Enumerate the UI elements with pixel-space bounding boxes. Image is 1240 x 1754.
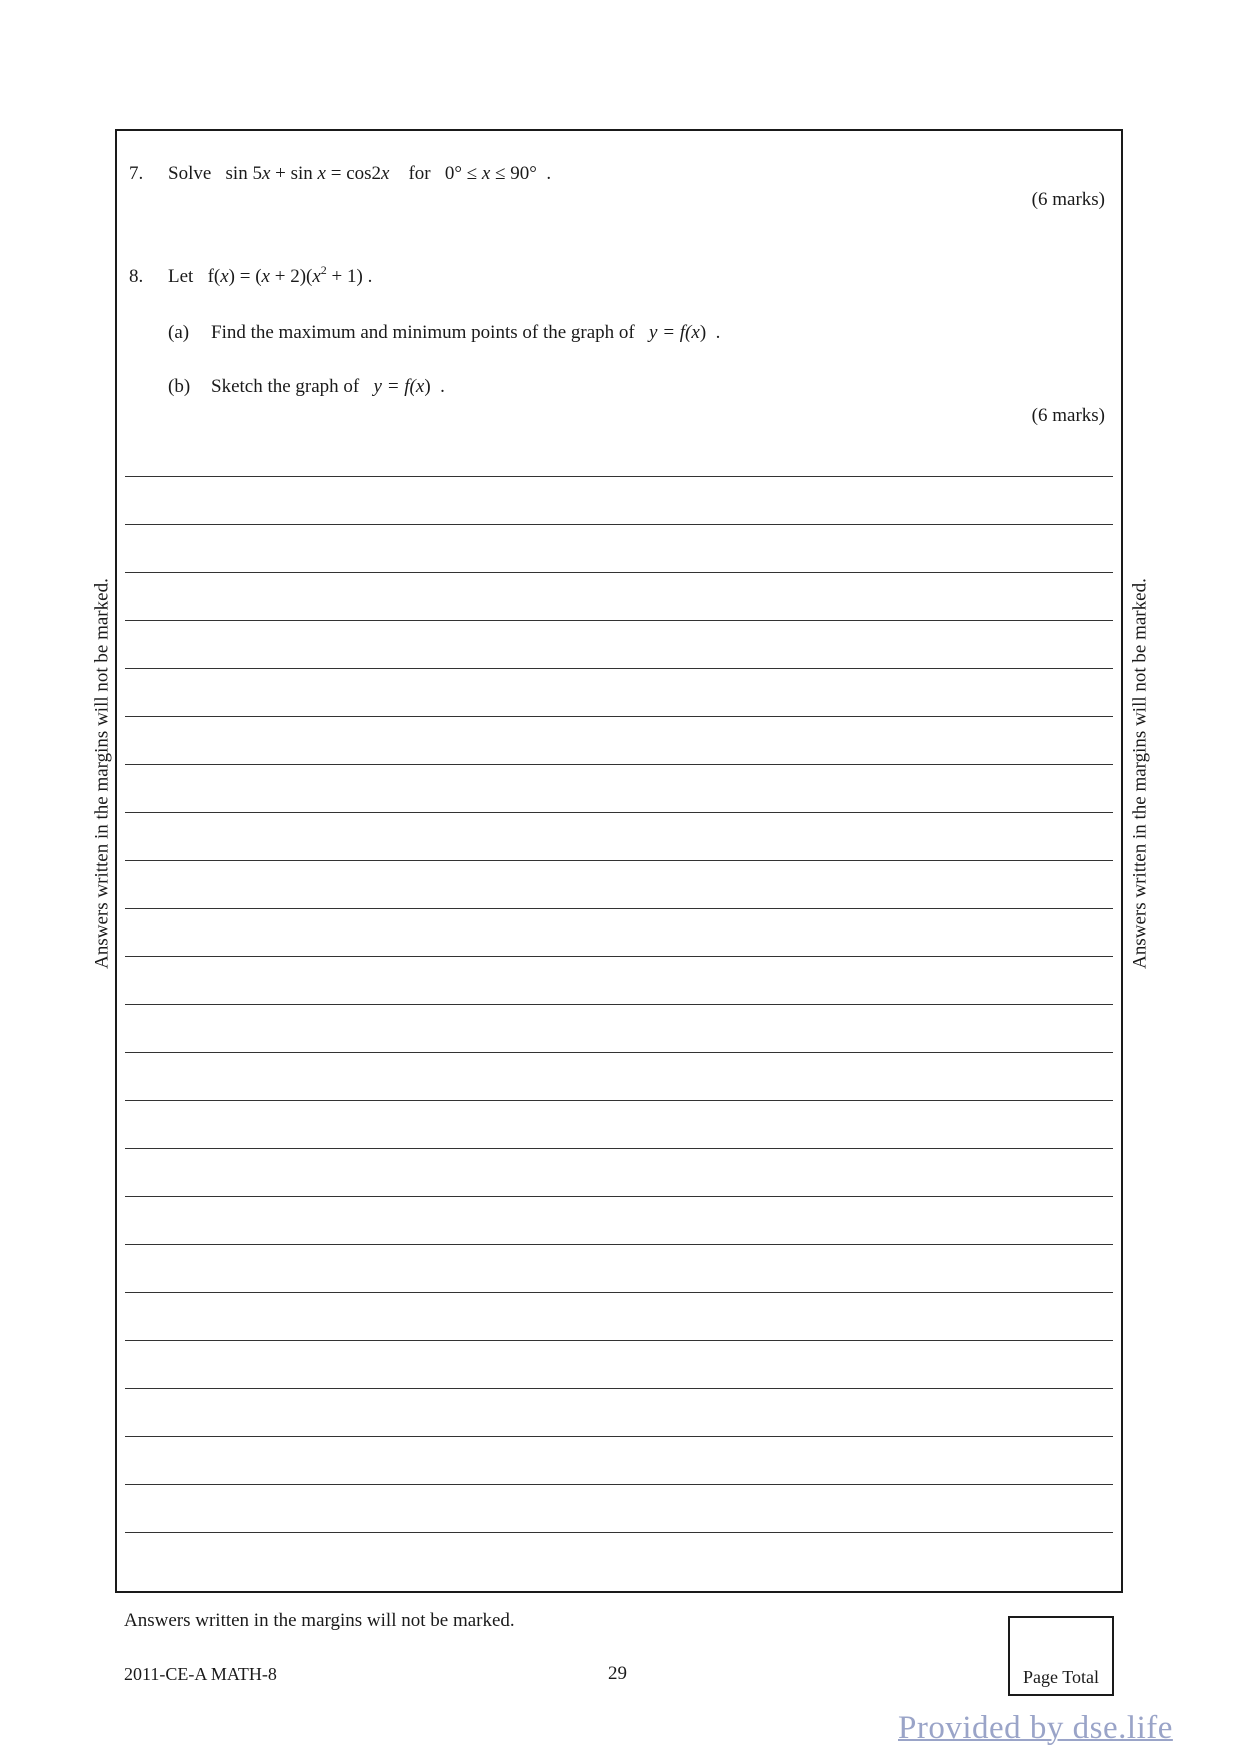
writing-line[interactable] — [125, 1148, 1113, 1149]
q8-part-a-trailing: . — [715, 322, 721, 343]
q7-eq-part-3: = cos2 — [325, 163, 382, 184]
answer-frame — [115, 129, 1123, 1593]
writing-line[interactable] — [125, 1100, 1113, 1101]
writing-line[interactable] — [125, 524, 1113, 525]
q8-part-b-trailing: . — [440, 376, 445, 397]
writing-line[interactable] — [125, 1484, 1113, 1485]
writing-line[interactable] — [125, 716, 1113, 717]
writing-line[interactable] — [125, 1340, 1113, 1341]
question-8-marks: (6 marks) — [1031, 405, 1105, 426]
question-7-marks: (6 marks) — [1031, 189, 1105, 210]
writing-line[interactable] — [125, 860, 1113, 861]
writing-line[interactable] — [125, 1532, 1113, 1533]
q7-verb: Solve — [168, 163, 212, 184]
q7-for: for — [408, 163, 431, 184]
q8-part-a-close: ) — [699, 322, 707, 343]
q8-f-lhs: f( — [207, 266, 221, 287]
writing-line[interactable] — [125, 1388, 1113, 1389]
question-7-text — [168, 164, 551, 183]
question-7-number: 7. — [129, 163, 144, 184]
q8-trailing: . — [367, 266, 373, 287]
writing-line[interactable] — [125, 1436, 1113, 1437]
writing-line[interactable] — [125, 1196, 1113, 1197]
watermark-link[interactable]: Provided by dse.life — [898, 1710, 1173, 1746]
q7-range-1: 0° ≤ — [444, 163, 482, 184]
q7-eq-part-2: + sin — [270, 163, 318, 184]
q7-var-3: x — [381, 163, 390, 184]
q8-part-b-close: ) — [424, 376, 431, 397]
q8-part-a-y-eq: y = f( — [649, 322, 692, 343]
q7-eq-part-1: sin 5 — [225, 163, 262, 184]
q8-f-rhs-a: ) = ( — [228, 266, 262, 287]
q8-part-b-body: Sketch the graph of — [211, 376, 360, 397]
q8-var-3: x — [312, 266, 321, 287]
writing-line[interactable] — [125, 956, 1113, 957]
writing-line[interactable] — [125, 1292, 1113, 1293]
q8-f-rhs-c: + 1) — [326, 266, 363, 287]
right-margin-notice: Answers written in the margins will not be marked. — [1129, 578, 1151, 969]
footer-margin-notice: Answers written in the margins will not be marked. — [124, 1610, 515, 1631]
question-8-text — [168, 263, 373, 287]
q7-var-1: x — [261, 163, 271, 184]
q8-part-b-label: (b) — [168, 376, 191, 397]
question-8-number: 8. — [129, 266, 144, 287]
writing-line[interactable] — [125, 572, 1113, 573]
q7-trailing: . — [546, 163, 552, 184]
writing-line[interactable] — [125, 1004, 1113, 1005]
writing-line[interactable] — [125, 668, 1113, 669]
writing-line[interactable] — [125, 812, 1113, 813]
writing-line[interactable] — [125, 1244, 1113, 1245]
q8-exponent: 2 — [320, 263, 327, 277]
page-total-label: Page Total — [1023, 1667, 1099, 1687]
writing-line[interactable] — [125, 1052, 1113, 1053]
q8-part-b-y-eq: y = f( — [373, 376, 416, 397]
q8-var-2: x — [261, 266, 270, 287]
q7-range-var: x — [481, 163, 491, 184]
page-total-box[interactable] — [1008, 1616, 1114, 1696]
q8-part-a-text — [211, 323, 720, 342]
q8-part-b-var: x — [415, 376, 425, 397]
q8-let: Let — [168, 266, 194, 287]
q7-range-2: ≤ 90° — [490, 163, 537, 184]
paper-code: 2011-CE-A MATH-8 — [124, 1664, 277, 1684]
q8-part-a-label: (a) — [168, 322, 190, 343]
q8-part-a-body: Find the maximum and minimum points of the graph of — [211, 322, 635, 343]
writing-line[interactable] — [125, 620, 1113, 621]
page-number: 29 — [608, 1663, 627, 1684]
q8-var-1: x — [220, 266, 229, 287]
q8-part-b-text — [211, 377, 445, 396]
left-margin-notice: Answers written in the margins will not be marked. — [91, 578, 113, 969]
writing-line[interactable] — [125, 764, 1113, 765]
q8-part-a-var: x — [691, 322, 700, 343]
q8-f-rhs-b: + 2)( — [269, 266, 313, 287]
q7-var-2: x — [317, 163, 326, 184]
writing-line[interactable] — [125, 476, 1113, 477]
writing-line[interactable] — [125, 908, 1113, 909]
